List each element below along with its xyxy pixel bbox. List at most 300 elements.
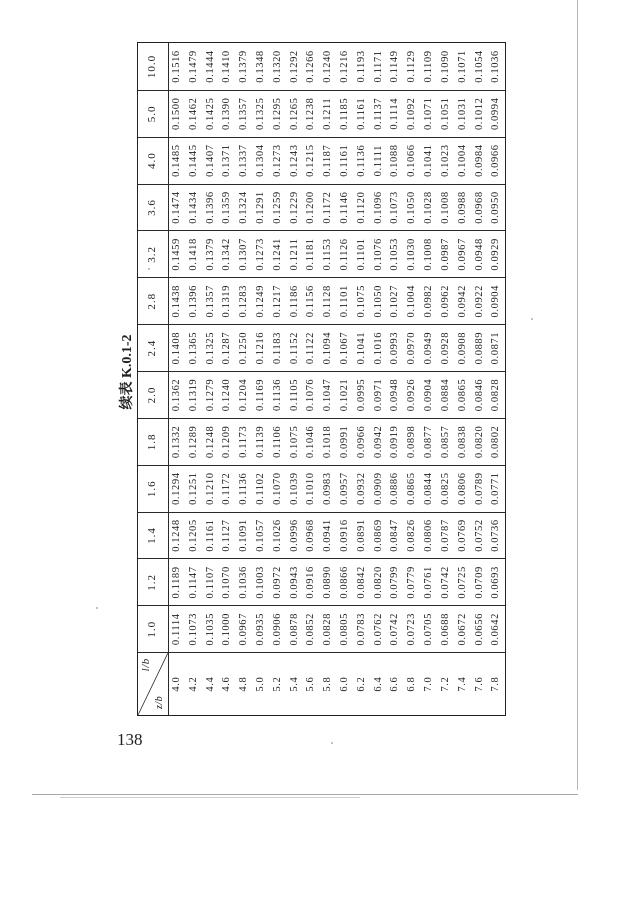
scan-speck [96,607,98,609]
table-cell: 0.0995 [354,371,371,418]
table-cell: 0.1076 [371,230,388,277]
table-cell: 0.1205 [186,512,203,559]
table-cell: 0.1003 [253,558,270,605]
table-cell: 0.1211 [286,230,303,277]
table-cell: 0.1407 [202,137,219,184]
table-cell: 0.0967 [455,230,472,277]
column-header: 1.4 [138,512,169,559]
table-cell: 0.1088 [387,137,404,184]
table-cell: 0.1210 [202,465,219,512]
table-cell: 0.1109 [423,50,435,83]
table-cell: 0.0805 [337,605,354,652]
row-header: 5.0 [253,652,270,715]
table-cell: 0.0926 [404,371,421,418]
table-cell: 0.0984 [471,137,488,184]
table-cell: 0.0904 [488,277,505,324]
table-cell: 0.1008 [421,230,438,277]
table-cell: 0.1156 [303,277,320,324]
column-header: 1.0 [138,605,169,652]
row-header-symbol: z/b [153,695,165,709]
table-cell: 0.0838 [455,418,472,465]
corner-cell [138,652,169,715]
table-cell: 0.1053 [387,230,404,277]
table-cell: 0.0828 [488,371,505,418]
page-number: 138 [117,730,143,749]
row-header: 7.6 [471,652,488,715]
table-cell: 0.1146 [337,184,354,231]
table-cell: 0.0865 [455,371,472,418]
table-cell: 0.0742 [438,558,455,605]
table-cell: 0.0761 [421,558,438,605]
table-cell: 0.1240 [219,371,236,418]
table-cell: 0.0942 [455,277,472,324]
table-cell: 0.0967 [236,605,253,652]
table-cell: 0.1101 [354,230,371,277]
table-cell: 0.1036 [236,558,253,605]
table-cell: 0.0890 [320,558,337,605]
table-cell: 0.1128 [320,277,337,324]
page-edge-horizontal-line [32,794,578,795]
page-edge-horizontal-shadow [60,797,360,798]
column-header: 3.2 [138,230,169,277]
table-cell: 0.0966 [488,137,505,184]
table-cell: 0.1287 [219,324,236,371]
table-cell: 0.0932 [354,465,371,512]
table-cell: 0.0991 [337,418,354,465]
table-cell: 0.0948 [471,230,488,277]
row-header: 6.4 [371,652,388,715]
table-cell: 0.0842 [354,558,371,605]
table-cell: 0.1012 [471,90,488,137]
table-cell: 0.1111 [371,137,388,184]
table-cell: 0.1091 [236,512,253,559]
table-cell: 0.0642 [488,605,505,652]
table-cell: 0.0866 [337,558,354,605]
table-cell: 0.1474 [169,184,186,231]
table-cell: 0.1408 [169,324,186,371]
table-cell: 0.1283 [236,277,253,324]
table-cell: 0.1181 [303,230,320,277]
table-cell: 0.0725 [455,558,472,605]
table-cell: 0.1249 [253,277,270,324]
table-cell: 0.0928 [438,324,455,371]
table-cell: 0.1266 [305,50,317,83]
table-cell: 0.0709 [471,558,488,605]
table-cell: 0.0906 [270,605,287,652]
table-cell: 0.1139 [253,418,270,465]
table-cell: 0.0982 [421,277,438,324]
table-cell: 0.1357 [202,277,219,324]
table-cell: 0.0916 [337,512,354,559]
table-cell: 0.1337 [236,137,253,184]
table-cell: 0.0820 [371,558,388,605]
table-cell: 0.1187 [320,137,337,184]
table-cell: 0.1147 [186,558,203,605]
table-cell: 0.1023 [438,137,455,184]
table-cell: 0.1211 [320,90,337,137]
table-cell: 0.1200 [303,184,320,231]
table-cell: 0.1183 [270,324,287,371]
table-cell: 0.1485 [169,137,186,184]
table-cell: 0.1067 [337,324,354,371]
table-cell: 0.1248 [202,418,219,465]
table-cell: 0.0769 [455,512,472,559]
table-cell: 0.0962 [438,277,455,324]
table-cell: 0.1319 [186,371,203,418]
table-cell: 0.0993 [387,324,404,371]
table-cell: 0.1021 [337,371,354,418]
table-cell: 0.1479 [187,50,199,83]
table-cell: 0.1161 [337,137,354,184]
column-header: 2.8 [138,277,169,324]
table-cell: 0.0878 [286,605,303,652]
table-cell: 0.0983 [320,465,337,512]
table-cell: 0.1073 [387,184,404,231]
table-cell: 0.1152 [286,324,303,371]
table-cell: 0.1444 [204,50,216,83]
table-cell: 0.1273 [270,137,287,184]
table-cell: 0.0672 [455,605,472,652]
table-cell: 0.0972 [270,558,287,605]
table-cell: 0.1396 [202,184,219,231]
table-cell: 0.1075 [354,277,371,324]
column-header: 3.6 [138,184,169,231]
table-cell: 0.0865 [404,465,421,512]
table-cell: 0.1365 [186,324,203,371]
row-header: 5.6 [303,652,320,715]
table-cell: 0.1137 [371,90,388,137]
table-cell: 0.0828 [320,605,337,652]
row-header: 4.8 [236,652,253,715]
table-cell: 0.1332 [169,418,186,465]
column-header: 1.6 [138,465,169,512]
table-cell: 0.1090 [439,50,451,83]
table-cell: 0.1047 [320,371,337,418]
table-cell: 0.1193 [355,50,367,83]
table-cell: 0.0886 [387,465,404,512]
table-cell: 0.0723 [404,605,421,652]
table-cell: 0.1105 [286,371,303,418]
table-cell: 0.1434 [186,184,203,231]
table-cell: 0.1229 [286,184,303,231]
table-cell: 0.1216 [339,50,351,83]
table-cell: 0.1425 [202,90,219,137]
table-cell: 0.0908 [455,324,472,371]
table-cell: 0.1325 [253,90,270,137]
table-cell: 0.0935 [253,605,270,652]
table-cell: 0.1307 [236,230,253,277]
table-cell: 0.1004 [455,137,472,184]
table-cell: 0.0802 [488,418,505,465]
table-cell: 0.0966 [354,418,371,465]
table-cell: 0.0787 [438,512,455,559]
table-cell: 0.1039 [286,465,303,512]
table-cell: 0.1250 [236,324,253,371]
table-cell: 0.1379 [202,230,219,277]
table-cell: 0.1371 [219,137,236,184]
table-cell: 0.1294 [169,465,186,512]
table-cell: 0.0799 [387,558,404,605]
table-cell: 0.1216 [253,324,270,371]
table-cell: 0.1057 [253,512,270,559]
table-cell: 0.0693 [488,558,505,605]
table-cell: 0.1292 [288,50,300,83]
row-header: 4.6 [219,652,236,715]
table-cell: 0.1041 [354,324,371,371]
row-header: 4.4 [202,652,219,715]
table-cell: 0.1106 [270,418,287,465]
table-cell: 0.0806 [421,512,438,559]
table-cell: 0.1153 [320,230,337,277]
table-cell: 0.0943 [286,558,303,605]
table-cell: 0.1071 [421,90,438,137]
table-cell: 0.0942 [371,418,388,465]
table-cell: 0.1279 [202,371,219,418]
table-cell: 0.1030 [404,230,421,277]
table-cell: 0.1500 [169,90,186,137]
table-cell: 0.1410 [221,50,233,83]
table-cell: 0.0996 [286,512,303,559]
table-cell: 0.1127 [219,512,236,559]
scan-speck [331,742,333,744]
table-cell: 0.1026 [270,512,287,559]
table-cell: 0.0949 [421,324,438,371]
table-cell: 0.1008 [438,184,455,231]
table-cell: 0.0825 [438,465,455,512]
table-cell: 0.1320 [271,50,283,83]
table-cell: 0.0987 [438,230,455,277]
table-cell: 0.1438 [169,277,186,324]
table-cell: 0.1075 [286,418,303,465]
table-cell: 0.0742 [387,605,404,652]
row-header: 7.2 [438,652,455,715]
table-cell: 0.1240 [322,50,334,83]
table-cell: 0.1445 [186,137,203,184]
row-header: 7.4 [455,652,472,715]
table-cell: 0.1396 [186,277,203,324]
table-cell: 0.1217 [270,277,287,324]
table-cell: 0.1273 [253,230,270,277]
table-cell: 0.0941 [320,512,337,559]
table-cell: 0.1050 [404,184,421,231]
table-cell: 0.1010 [303,465,320,512]
table-cell: 0.0789 [471,465,488,512]
table-cell: 0.1304 [253,137,270,184]
table-cell: 0.0783 [354,605,371,652]
table-cell: 0.0968 [471,184,488,231]
table-cell: 0.1031 [455,90,472,137]
table-cell: 0.1066 [404,137,421,184]
row-header: 6.2 [354,652,371,715]
table-cell: 0.1070 [270,465,287,512]
table-cell: 0.1004 [404,277,421,324]
column-header: 10.0 [138,43,169,90]
table-cell: 0.1251 [186,465,203,512]
coefficient-table [137,42,506,716]
table-cell: 0.1357 [236,90,253,137]
table-cell: 0.1169 [253,371,270,418]
table-cell: 0.0656 [471,605,488,652]
table-cell: 0.1046 [303,418,320,465]
table-cell: 0.1036 [490,50,502,83]
table-cell: 0.1241 [270,230,287,277]
column-header: 2.4 [138,324,169,371]
row-header: 6.0 [337,652,354,715]
table-cell: 0.0852 [303,605,320,652]
table-cell: 0.1027 [387,277,404,324]
table-cell: 0.1359 [219,184,236,231]
table-cell: 0.1243 [286,137,303,184]
row-header: 5.4 [286,652,303,715]
table-cell: 0.0771 [488,465,505,512]
table-cell: 0.0957 [337,465,354,512]
table-cell: 0.0968 [303,512,320,559]
table-cell: 0.1324 [236,184,253,231]
table-cell: 0.0898 [404,418,421,465]
table-cell: 0.0871 [488,324,505,371]
table-cell: 0.0922 [471,277,488,324]
table-cell: 0.1028 [421,184,438,231]
table-cell: 0.1136 [236,465,253,512]
table-cell: 0.0929 [488,230,505,277]
table-cell: 0.1238 [303,90,320,137]
table-cell: 0.1107 [202,558,219,605]
table-cell: 0.1076 [303,371,320,418]
table-cell: 0.1000 [219,605,236,652]
table-cell: 0.0994 [488,90,505,137]
table-cell: 0.1016 [371,324,388,371]
table-cell: 0.1209 [219,418,236,465]
table-cell: 0.1186 [286,277,303,324]
table-cell: 0.0970 [404,324,421,371]
row-header: 6.6 [387,652,404,715]
table-cell: 0.1122 [303,324,320,371]
table-cell: 0.0988 [455,184,472,231]
table-cell: 0.0916 [303,558,320,605]
table-cell: 0.1390 [219,90,236,137]
table-cell: 0.1073 [186,605,203,652]
table-cell: 0.1265 [286,90,303,137]
table-cell: 0.1070 [219,558,236,605]
table-cell: 0.1291 [253,184,270,231]
table-cell: 0.1094 [320,324,337,371]
table-cell: 0.0904 [421,371,438,418]
row-header: 5.2 [270,652,287,715]
row-header: 6.8 [404,652,421,715]
table-cell: 0.0752 [471,512,488,559]
table-cell: 0.1171 [372,50,384,83]
table-cell: 0.0877 [421,418,438,465]
table-cell: 0.0688 [438,605,455,652]
page-edge-vertical-line [577,0,578,790]
table-cell: 0.0820 [471,418,488,465]
table-cell: 0.1136 [270,371,287,418]
table-cell: 0.1259 [270,184,287,231]
table-cell: 0.0909 [371,465,388,512]
column-header: 4.0 [138,137,169,184]
table-cell: 0.1161 [202,512,219,559]
table-cell: 0.1136 [354,137,371,184]
table-cell: 0.0891 [354,512,371,559]
table-cell: 0.1185 [337,90,354,137]
table-cell: 0.1215 [303,137,320,184]
table-cell: 0.1102 [253,465,270,512]
table-cell: 0.1035 [202,605,219,652]
table-cell: 0.1516 [170,50,182,83]
table-cell: 0.1050 [371,277,388,324]
table-cell: 0.1114 [387,90,404,137]
table-cell: 0.1379 [238,50,250,83]
table-cell: 0.1054 [473,50,485,83]
table-cell: 0.1101 [337,277,354,324]
table-caption: 续表 K.0.1-2 [120,334,135,410]
table-cell: 0.1092 [404,90,421,137]
table-cell: 0.0950 [488,184,505,231]
column-header-symbol: l/b [140,658,152,672]
table-cell: 0.1149 [389,50,401,83]
table-cell: 0.1172 [320,184,337,231]
row-header: 7.0 [421,652,438,715]
table-cell: 0.1172 [219,465,236,512]
table-cell: 0.0844 [421,465,438,512]
table-cell: 0.0889 [471,324,488,371]
table-cell: 0.1462 [186,90,203,137]
table-cell: 0.1189 [169,558,186,605]
table-cell: 0.0736 [488,512,505,559]
table-cell: 0.1348 [255,50,267,83]
column-header: 1.2 [138,558,169,605]
table-cell: 0.0919 [387,418,404,465]
table-cell: 0.0806 [455,465,472,512]
table-cell: 0.1295 [270,90,287,137]
table-cell: 0.0884 [438,371,455,418]
table-cell: 0.0857 [438,418,455,465]
table-cell: 0.1120 [354,184,371,231]
table-cell: 0.0971 [371,371,388,418]
table-cell: 0.1342 [219,230,236,277]
table-cell: 0.1018 [320,418,337,465]
table-cell: 0.1129 [406,50,418,83]
table-cell: 0.1459 [169,230,186,277]
table-cell: 0.0826 [404,512,421,559]
row-header: 5.8 [320,652,337,715]
table-cell: 0.1071 [456,50,468,83]
table-cell: 0.0779 [404,558,421,605]
scan-speck [531,318,533,320]
table-cell: 0.1041 [421,137,438,184]
table-cell: 0.1161 [354,90,371,137]
table-cell: 0.1289 [186,418,203,465]
column-header: 5.0 [138,90,169,137]
table-cell: 0.1248 [169,512,186,559]
table-cell: 0.0847 [387,512,404,559]
table-cell: 0.0762 [371,605,388,652]
table-cell: 0.1051 [438,90,455,137]
table-cell: 0.0948 [387,371,404,418]
table-cell: 0.0846 [471,371,488,418]
table-cell: 0.1114 [169,605,186,652]
table-cell: 0.1126 [337,230,354,277]
table-cell: 0.1096 [371,184,388,231]
table-cell: 0.1418 [186,230,203,277]
column-header: 1.8 [138,418,169,465]
row-header: 7.8 [488,652,505,715]
table-cell: 0.1173 [236,418,253,465]
table-cell: 0.1204 [236,371,253,418]
column-header: 2.0 [138,371,169,418]
table-cell: 0.0869 [371,512,388,559]
row-header: 4.2 [186,652,203,715]
